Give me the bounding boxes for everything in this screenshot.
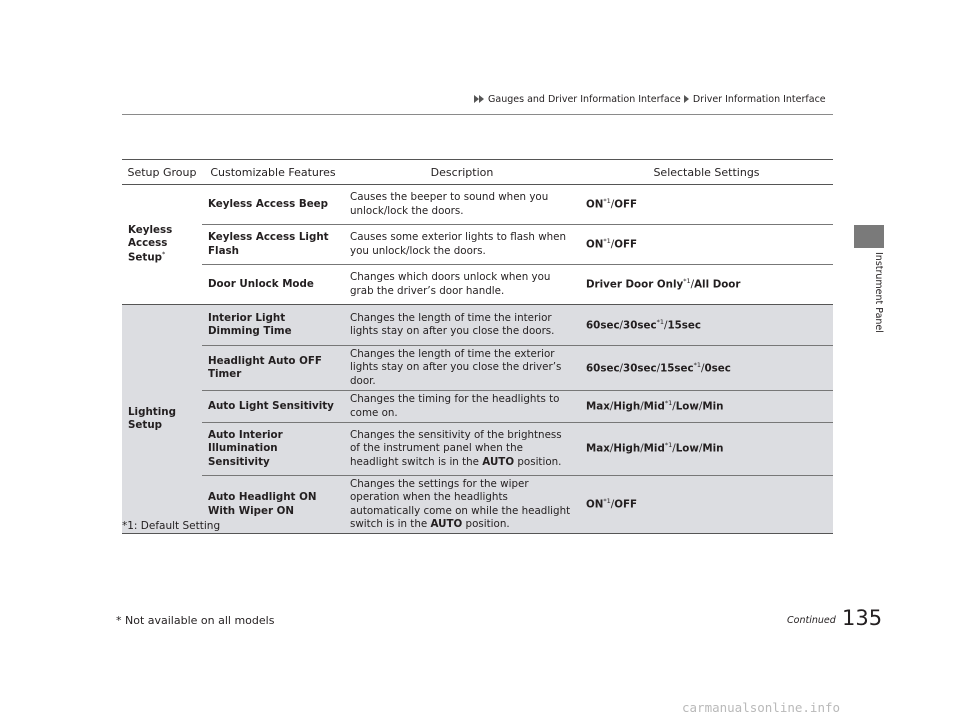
continued-label: Continued <box>787 615 836 626</box>
feature-description: Changes the sensitivity of the brightness of the instrument panel when the headlight switch is in the AUTO position. <box>344 422 580 475</box>
header-description: Description <box>344 160 580 185</box>
selectable-settings: ON$^{*1}$/OFF <box>580 185 833 225</box>
feature-name: Interior Light Dimming Time <box>202 305 344 346</box>
availability-footnote: * Not available on all models <box>116 614 275 627</box>
selectable-settings: ON$^{*1}$/OFF <box>580 475 833 534</box>
table-header-row <box>122 160 833 185</box>
feature-description: Causes the beeper to sound when you unlock/lock the doors. <box>344 185 580 225</box>
feature-name: Door Unlock Mode <box>202 265 344 305</box>
selectable-settings: ON$^{*1}$/OFF <box>580 225 833 265</box>
table-row <box>122 185 833 225</box>
section-tab <box>854 225 884 248</box>
selectable-settings: $60\sec/30\sec/15\sec^{*1}/0\sec$ <box>580 346 833 391</box>
breadcrumb-page: Driver Information Interface <box>692 94 826 105</box>
table-row <box>122 346 833 391</box>
header-settings: Selectable Settings <box>580 160 833 185</box>
feature-description: Changes which doors unlock when you grab the driver’s door handle. <box>344 265 580 305</box>
header-rule <box>122 114 833 115</box>
feature-description: Changes the length of time the interior lights stay on after you close the doors. <box>344 305 580 346</box>
feature-description: Changes the length of time the exterior lights stay on after you close the driver’s door. <box>344 346 580 391</box>
breadcrumb <box>474 94 826 105</box>
arrow-icon <box>479 95 484 103</box>
table-row <box>122 225 833 265</box>
table-row <box>122 265 833 305</box>
header-features: Customizable Features <box>202 160 344 185</box>
feature-name: Headlight Auto OFF Timer <box>202 346 344 391</box>
selectable-settings: Max/High/Mid$^{*1}$/Low/Min <box>580 391 833 423</box>
feature-name: Auto Light Sensitivity <box>202 391 344 423</box>
breadcrumb-section: Gauges and Driver Information Interface <box>488 94 681 105</box>
feature-description: Causes some exterior lights to flash when you unlock/lock the doors. <box>344 225 580 265</box>
settings-table <box>122 159 833 534</box>
feature-name: Auto Interior Illumination Sensitivity <box>202 422 344 475</box>
feature-name: Keyless Access Beep <box>202 185 344 225</box>
group-lighting: Lighting Setup <box>122 305 202 534</box>
table-row <box>122 475 833 534</box>
feature-description: Changes the timing for the headlights to come on. <box>344 391 580 423</box>
section-label: Instrument Panel <box>873 252 884 333</box>
arrow-icon <box>684 95 689 103</box>
table-row <box>122 391 833 423</box>
selectable-settings: $60\sec/30\sec^{*1}/15\sec$ <box>580 305 833 346</box>
table-row <box>122 305 833 346</box>
page-number: 135 <box>842 606 883 630</box>
group-keyless: Keyless Access Setup* <box>122 185 202 305</box>
feature-description: Changes the settings for the wiper operation when the headlights automatically come on while the headlight switch is in the AUTO position. <box>344 475 580 534</box>
default-setting-note: *1: Default Setting <box>122 520 221 532</box>
feature-name: Auto Headlight ON With Wiper ON <box>202 475 344 534</box>
feature-name: Keyless Access Light Flash <box>202 225 344 265</box>
table-row <box>122 422 833 475</box>
selectable-settings: Driver Door Only$^{*1}$/All Door <box>580 265 833 305</box>
watermark: carmanualsonline.info <box>682 700 841 715</box>
header-setup-group: Setup Group <box>122 160 202 185</box>
selectable-settings: Max/High/Mid$^{*1}$/Low/Min <box>580 422 833 475</box>
